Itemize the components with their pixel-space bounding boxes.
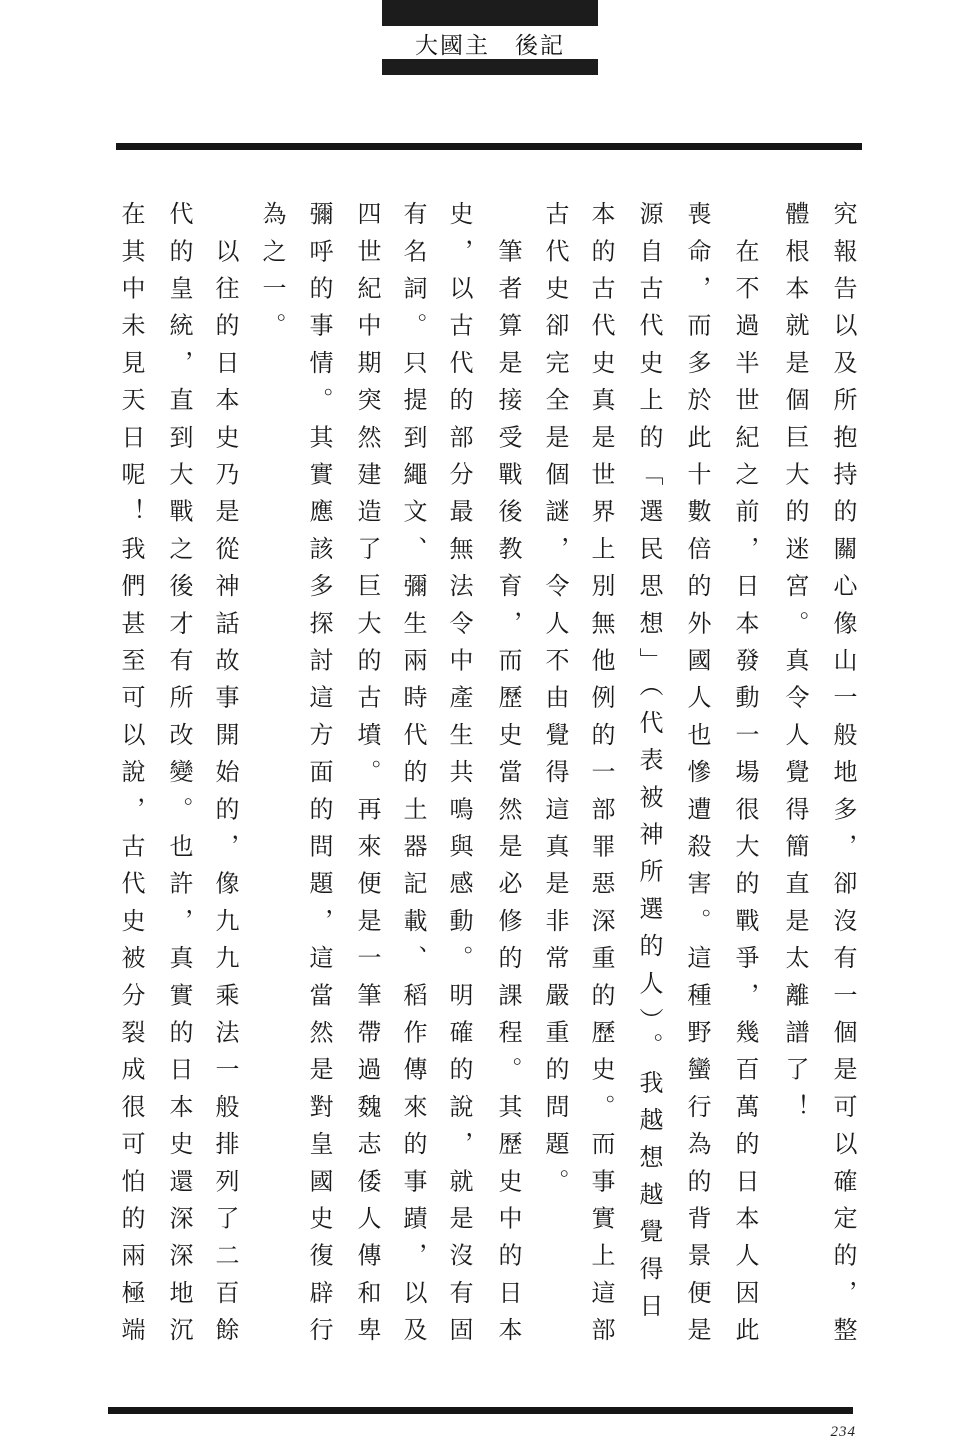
text-column-14: 以往的日本史乃是從神話故事開始的，像九九乘法一般排列了二百餘 (211, 201, 239, 1355)
text-column-8: 筆者算是接受戰後教育，而歷史當然是必修的課程。其歷史中的日本 (494, 201, 522, 1355)
text-column-6: 本的古代史真是世界上別無他例的一部罪惡深重的歷史。而事實上這部 (587, 201, 615, 1355)
text-column-15: 代的皇統，直到大戰之後才有所改變。也許，真實的日本史還深深地沉 (165, 201, 193, 1355)
text-column-13: 為之一。 (258, 201, 286, 350)
text-column-2: 體根本就是個巨大的迷宮。真令人覺得簡直是太離譜了！ (781, 201, 809, 1131)
text-column-12: 彌呼的事情。其實應該多探討這方面的問題，這當然是對皇國史復辟行 (305, 201, 333, 1355)
text-column-16: 在其中未見天日呢！我們甚至可以說，古代史被分裂成很可怕的兩極端 (117, 201, 145, 1355)
bottom-rule-divider (108, 1407, 853, 1414)
text-column-7: 古代史卻完全是個謎，令人不由覺得這真是非常嚴重的問題。 (541, 201, 569, 1206)
text-column-9: 史，以古代的部分最無法令中產生共鳴與感動。明確的說，就是沒有固 (445, 201, 473, 1355)
running-header-title: 大國主 後記 (415, 32, 565, 59)
text-column-3: 在不過半世紀之前，日本發動一場很大的戰爭，幾百萬的日本人因此 (731, 201, 759, 1355)
text-column-4: 喪命，而多於此十數倍的外國人也慘遭殺害。這種野蠻行為的背景便是 (683, 201, 711, 1355)
text-column-11: 四世紀中期突然建造了巨大的古墳。再來便是一筆帶過魏志倭人傳和卑 (353, 201, 381, 1355)
text-column-1: 究報告以及所抱持的關心像山一般地多，卻沒有一個是可以確定的，整 (829, 201, 857, 1355)
text-column-5: 源自古代史上的「選民思想」（代表被神所選的人）。我越想越覺得日 (635, 201, 663, 1331)
page-number: 234 (830, 1424, 856, 1440)
text-column-10: 有名詞。只提到繩文、彌生兩時代的土器記載、稻作傳來的事蹟，以及 (399, 201, 427, 1355)
